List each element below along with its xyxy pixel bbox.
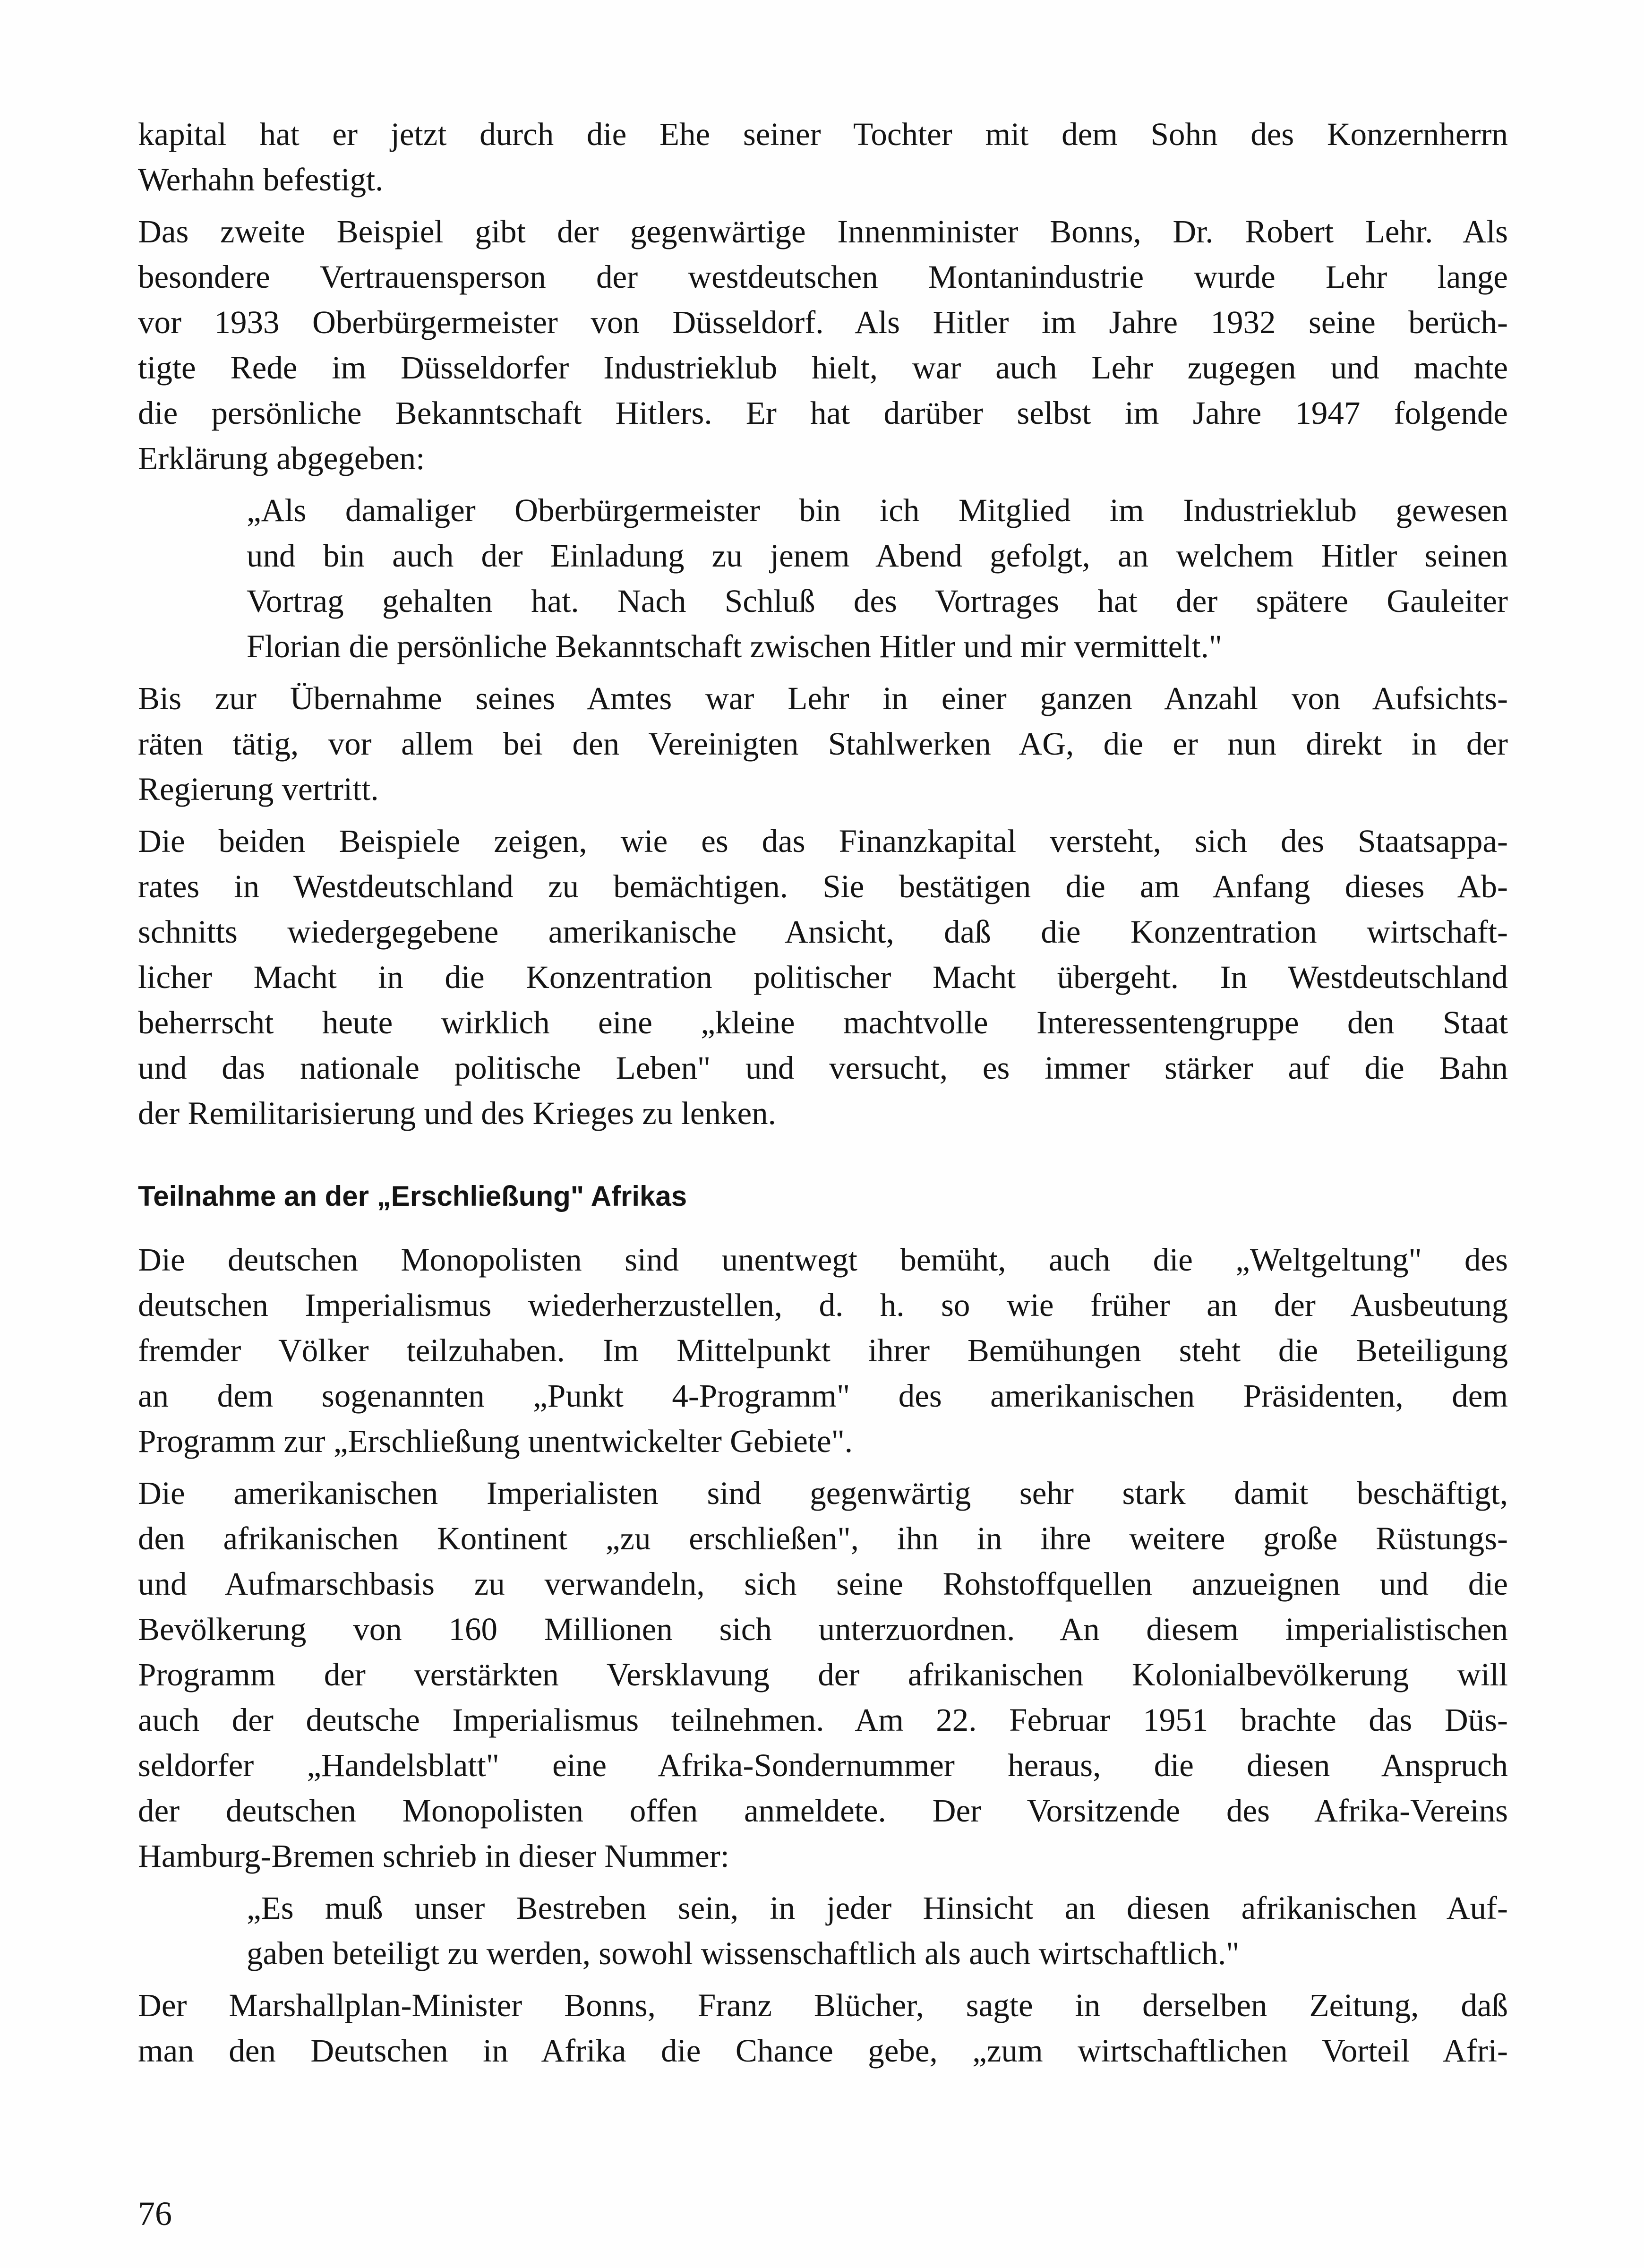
text-line: man den Deutschen in Afrika die Chance gebe, „zum wirtschaftlichen Vorteil Afri- xyxy=(138,2033,1508,2069)
text-line: der deutschen Monopolisten offen anmeldete. Der Vorsitzende des Afrika-Vereins xyxy=(138,1793,1508,1829)
text-line: „Als damaliger Oberbürgermeister bin ich Mitglied im Industrieklub gewesen xyxy=(247,492,1508,528)
text-line: „Es muß unser Bestreben sein, in jeder Hinsicht an diesen afrikanischen Auf- xyxy=(247,1890,1508,1926)
text-line: Programm der verstärkten Versklavung der afrikanischen Kolonialbevölkerung will xyxy=(138,1657,1508,1692)
paragraph xyxy=(138,1237,1508,1464)
text-line: fremder Völker teilzuhaben. Im Mittelpunkt ihrer Bemühungen steht die Beteiligung xyxy=(138,1332,1508,1368)
text-line: vor 1933 Oberbürgermeister von Düsseldorf. Als Hitler im Jahre 1932 seine berüch- xyxy=(138,304,1508,340)
text-line: Die amerikanischen Imperialisten sind gegenwärtig sehr stark damit beschäftigt, xyxy=(138,1475,1508,1511)
paragraph xyxy=(138,676,1508,812)
text-line: Programm zur „Erschließung unentwickelter Gebiete". xyxy=(138,1423,853,1459)
text-line: und das nationale politische Leben" und versucht, es immer stärker auf die Bahn xyxy=(138,1050,1508,1086)
text-line: beherrscht heute wirklich eine „kleine machtvolle Interessentengruppe den Staat xyxy=(138,1005,1508,1040)
text-line: die persönliche Bekanntschaft Hitlers. Er hat darüber selbst im Jahre 1947 folgende xyxy=(138,395,1508,431)
text-line: der Remilitarisierung und des Krieges zu lenken. xyxy=(138,1095,776,1131)
block-quote xyxy=(247,488,1508,669)
text-line: Werhahn befestigt. xyxy=(138,162,384,198)
paragraph xyxy=(138,818,1508,1136)
page-body xyxy=(138,112,1508,2080)
text-line: Der Marshallplan-Minister Bonns, Franz Blücher, sagte in derselben Zeitung, daß xyxy=(138,1987,1508,2023)
paragraph xyxy=(138,1470,1508,1879)
text-line: gaben beteiligt zu werden, sowohl wissenschaftlich als auch wirtschaftlich." xyxy=(247,1935,1240,1971)
text-line: auch der deutsche Imperialismus teilnehmen. Am 22. Februar 1951 brachte das Düs- xyxy=(138,1702,1508,1738)
text-line: licher Macht in die Konzentration politischer Macht übergeht. In Westdeutschland xyxy=(138,959,1508,995)
text-line: und Aufmarschbasis zu verwandeln, sich seine Rohstoffquellen anzueignen und die xyxy=(138,1566,1508,1602)
text-line: kapital hat er jetzt durch die Ehe seiner Tochter mit dem Sohn des Konzernherrn xyxy=(138,116,1508,152)
text-line: besondere Vertrauensperson der westdeutschen Montanindustrie wurde Lehr lange xyxy=(138,259,1508,295)
paragraph xyxy=(138,112,1508,202)
block-quote xyxy=(247,1885,1508,1976)
paragraph xyxy=(138,209,1508,481)
text-line: tigte Rede im Düsseldorfer Industrieklub hielt, war auch Lehr zugegen und machte xyxy=(138,350,1508,386)
section-heading-block xyxy=(138,1174,1508,1219)
paragraph xyxy=(138,1983,1508,2073)
text-line: Erklärung abgegeben: xyxy=(138,440,425,476)
text-line: Regierung vertritt. xyxy=(138,771,379,807)
text-line: den afrikanischen Kontinent „zu erschließen", ihn in ihre weitere große Rüstungs- xyxy=(138,1521,1508,1556)
text-line: schnitts wiedergegebene amerikanische Ansicht, daß die Konzentration wirtschaft- xyxy=(138,914,1508,950)
text-line: Bis zur Übernahme seines Amtes war Lehr in einer ganzen Anzahl von Aufsichts- xyxy=(138,680,1508,716)
text-line: Bevölkerung von 160 Millionen sich unterzuordnen. An diesem imperialistischen xyxy=(138,1611,1508,1647)
section-heading: Teilnahme an der „Erschließung" Afrikas xyxy=(138,1180,687,1212)
text-line: rates in Westdeutschland zu bemächtigen. Sie bestätigen die am Anfang dieses Ab- xyxy=(138,868,1508,904)
text-line: und bin auch der Einladung zu jenem Abend gefolgt, an welchem Hitler seinen xyxy=(247,538,1508,574)
text-line: Vortrag gehalten hat. Nach Schluß des Vortrages hat der spätere Gauleiter xyxy=(247,583,1508,619)
text-line: Die beiden Beispiele zeigen, wie es das Finanzkapital versteht, sich des Staatsappa- xyxy=(138,823,1508,859)
page-number: 76 xyxy=(138,2195,172,2233)
text-line: räten tätig, vor allem bei den Vereinigten Stahlwerken AG, die er nun direkt in der xyxy=(138,726,1508,762)
text-line: an dem sogenannten „Punkt 4-Programm" des amerikanischen Präsidenten, dem xyxy=(138,1378,1508,1414)
text-line: Florian die persönliche Bekanntschaft zwischen Hitler und mir vermittelt." xyxy=(247,628,1223,664)
text-line: seldorfer „Handelsblatt" eine Afrika-Sondernummer heraus, die diesen Anspruch xyxy=(138,1747,1508,1783)
text-line: Hamburg-Bremen schrieb in dieser Nummer: xyxy=(138,1838,729,1874)
text-line: Die deutschen Monopolisten sind unentwegt bemüht, auch die „Weltgeltung" des xyxy=(138,1242,1508,1278)
text-line: Das zweite Beispiel gibt der gegenwärtige Innenminister Bonns, Dr. Robert Lehr. Als xyxy=(138,214,1508,249)
text-line: deutschen Imperialismus wiederherzustellen, d. h. so wie früher an der Ausbeutung xyxy=(138,1287,1508,1323)
